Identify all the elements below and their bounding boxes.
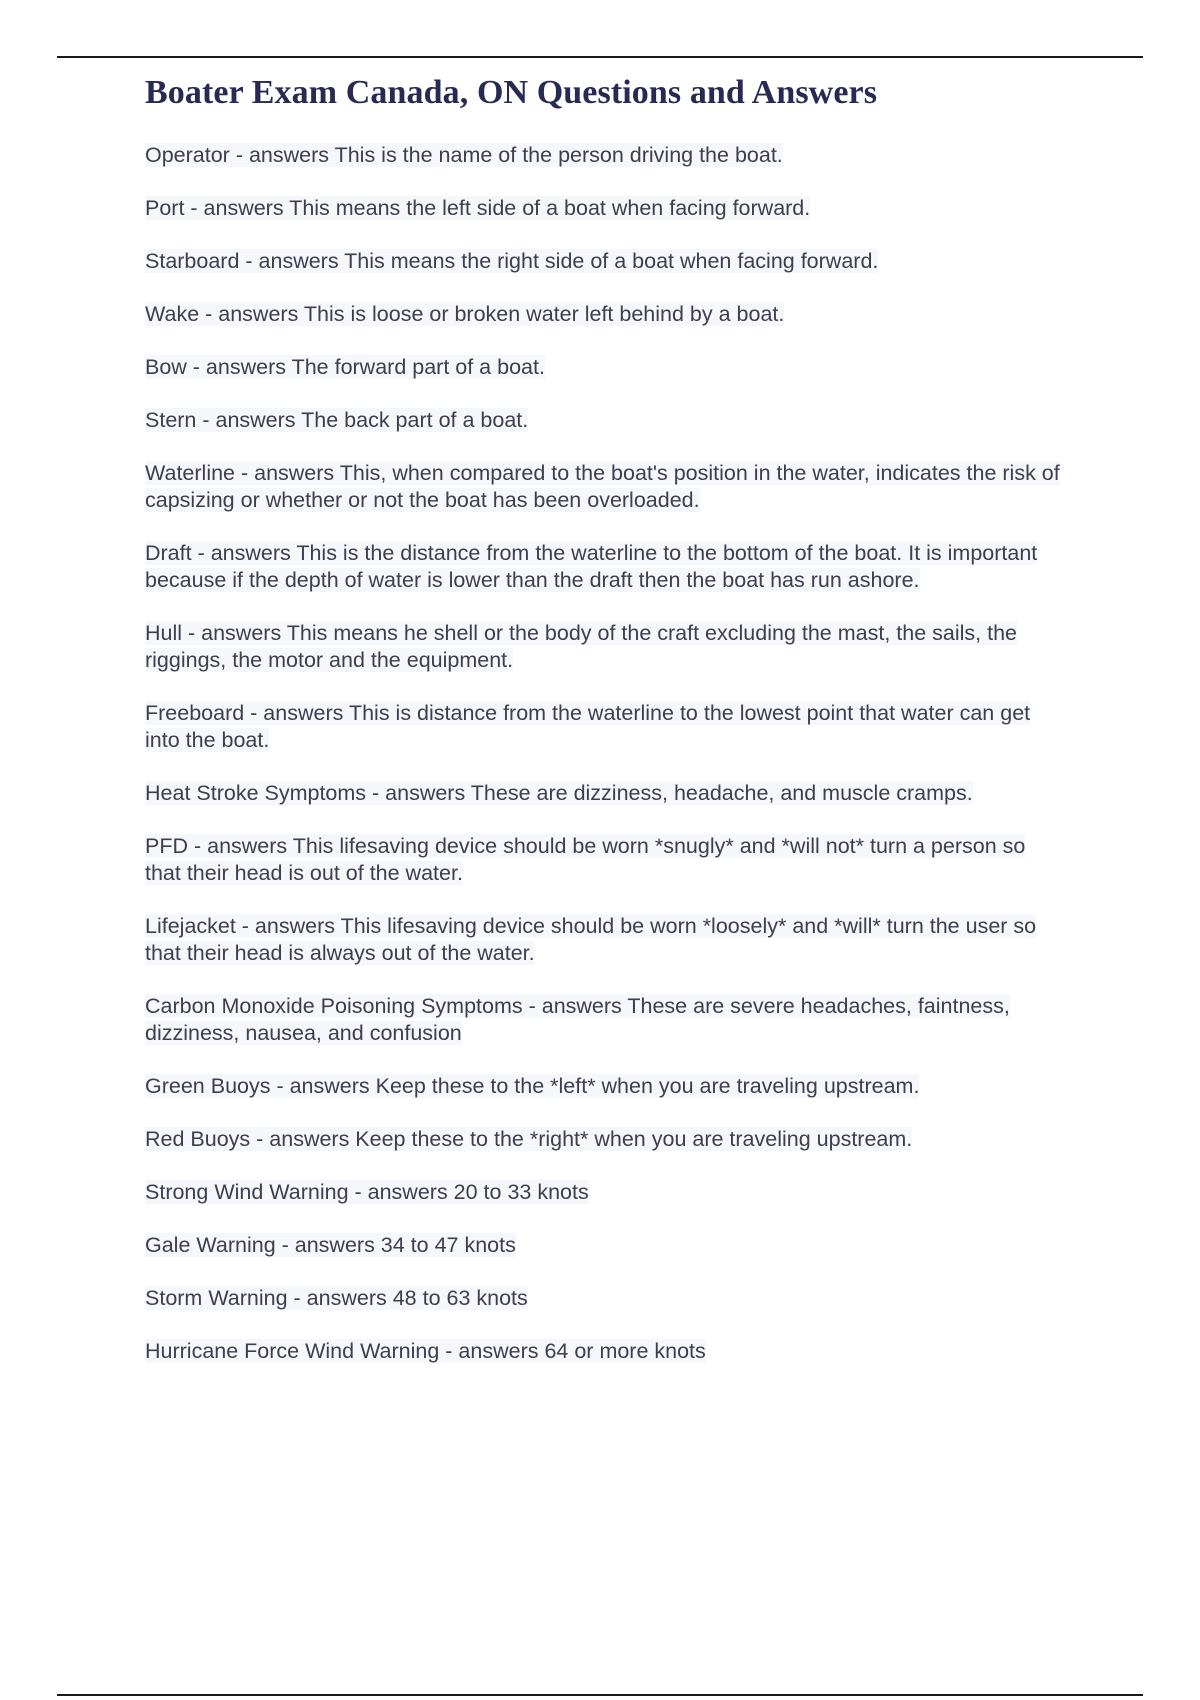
top-rule [57,56,1143,58]
bottom-rule [57,1694,1143,1696]
qa-item: Bow - answers The forward part of a boat. [145,355,545,379]
qa-list [145,142,1065,1365]
document-body [145,70,1065,1391]
qa-item: Red Buoys - answers Keep these to the *right* when you are traveling upstream. [145,1127,913,1151]
qa-item: Operator - answers This is the name of the person driving the boat. [145,143,783,167]
qa-item: Carbon Monoxide Poisoning Symptoms - answers These are severe headaches, faintness, dizziness, nausea, and confusion [145,994,1010,1045]
qa-item: Hurricane Force Wind Warning - answers 64 or more knots [145,1339,706,1363]
qa-item: Starboard - answers This means the right side of a boat when facing forward. [145,249,879,273]
qa-item: Stern - answers The back part of a boat. [145,408,529,432]
qa-item: Draft - answers This is the distance from the waterline to the bottom of the boat. It is important because if the depth of water is lower than the draft then the boat has run ashore. [145,541,1038,592]
qa-item: Green Buoys - answers Keep these to the *left* when you are traveling upstream. [145,1074,920,1098]
qa-item: Strong Wind Warning - answers 20 to 33 knots [145,1180,589,1204]
qa-item: Port - answers This means the left side of a boat when facing forward. [145,196,811,220]
qa-item: Gale Warning - answers 34 to 47 knots [145,1233,516,1257]
qa-item: Wake - answers This is loose or broken water left behind by a boat. [145,302,785,326]
qa-item: Heat Stroke Symptoms - answers These are dizziness, headache, and muscle cramps. [145,781,973,805]
qa-item: Lifejacket - answers This lifesaving device should be worn *loosely* and *will* turn the user so that their head is always out of the water. [145,914,1037,965]
document-title: Boater Exam Canada, ON Questions and Answers [145,74,878,111]
qa-item: Waterline - answers This, when compared to the boat's position in the water, indicates the risk of capsizing or whether or not the boat has been overloaded. [145,461,1060,512]
qa-item: PFD - answers This lifesaving device should be worn *snugly* and *will not* turn a person so that their head is out of the water. [145,834,1026,885]
qa-item: Freeboard - answers This is distance from the waterline to the lowest point that water can get into the boat. [145,701,1031,752]
qa-item: Storm Warning - answers 48 to 63 knots [145,1286,528,1310]
qa-item: Hull - answers This means he shell or the body of the craft excluding the mast, the sails, the riggings, the motor and the equipment. [145,621,1017,672]
